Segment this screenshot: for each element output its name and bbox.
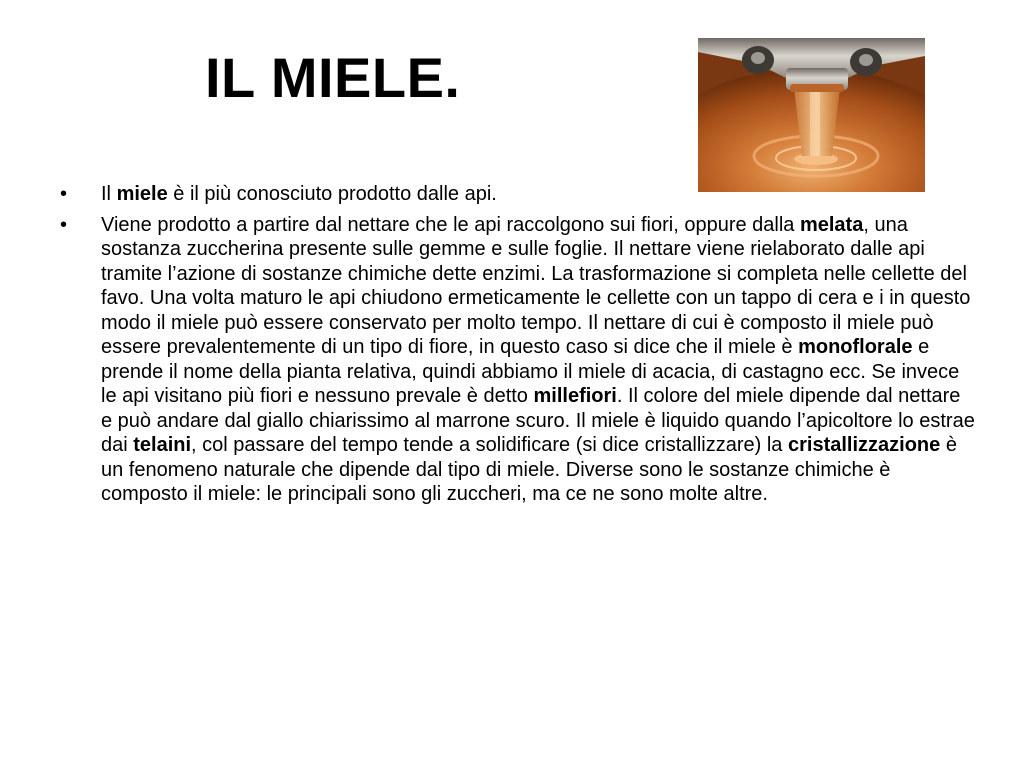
- text-run: è il più conosciuto prodotto dalle api.: [167, 183, 497, 205]
- text-run: Viene prodotto a partire dal nettare che le api raccolgono sui fiori, oppure dalla: [101, 213, 800, 236]
- text-run: e prende il nome della pianta relativa, quindi abbiamo il miele di acacia, di castagno ecc. Se invece le api visitano più fiori e nessuno prevale è detto: [101, 336, 960, 407]
- bullet-list: [60, 182, 975, 513]
- bold-term: millefiori: [533, 385, 617, 407]
- bold-term: telaini: [133, 434, 192, 456]
- text-run: , una sostanza zuccherina presente sulle gemme e sulle foglie. Il nettare viene rielaborato dalle api tramite l’azione di sostanze chimiche dette enzimi. La trasformazione si completa nelle cellette del favo. Una volta maturo le api chiudono ermeticamente le cellette con un tappo di cera e i in questo modo il miele può essere conservato per molto tempo. Il nettare di cui è composto il miele può essere prevalentemente di un tipo di fiore, in questo caso si dice che il miele è: [101, 213, 971, 358]
- bullet-marker: •: [60, 183, 68, 205]
- text-run: , col passare del tempo tende a solidificare (si dice cristallizzare) la: [191, 434, 788, 456]
- bold-term: monoflorale: [798, 336, 913, 358]
- honey-pouring-image: [698, 38, 925, 192]
- bullet-item: [60, 182, 975, 207]
- text-run: Il: [101, 183, 117, 205]
- bullet-item: [60, 213, 975, 507]
- text-run: . Il colore del miele dipende dal nettare e può andare dal giallo chiarissimo al marrone scuro. Il miele è liquido quando l’apicoltore lo estrae dai: [101, 385, 975, 456]
- bold-term: melata: [799, 213, 864, 236]
- bullet-marker: •: [60, 213, 68, 236]
- honey-photo: [698, 38, 925, 192]
- slide-title: IL MIELE.: [205, 46, 461, 109]
- bold-term: miele: [116, 183, 168, 205]
- text-run: è un fenomeno naturale che dipende dal tipo di miele. Diverse sono le sostanze chimiche è composto il miele: le principali sono gli zuccheri, ma ce ne sono molte altre.: [101, 434, 957, 505]
- bold-term: cristallizzazione: [787, 434, 941, 456]
